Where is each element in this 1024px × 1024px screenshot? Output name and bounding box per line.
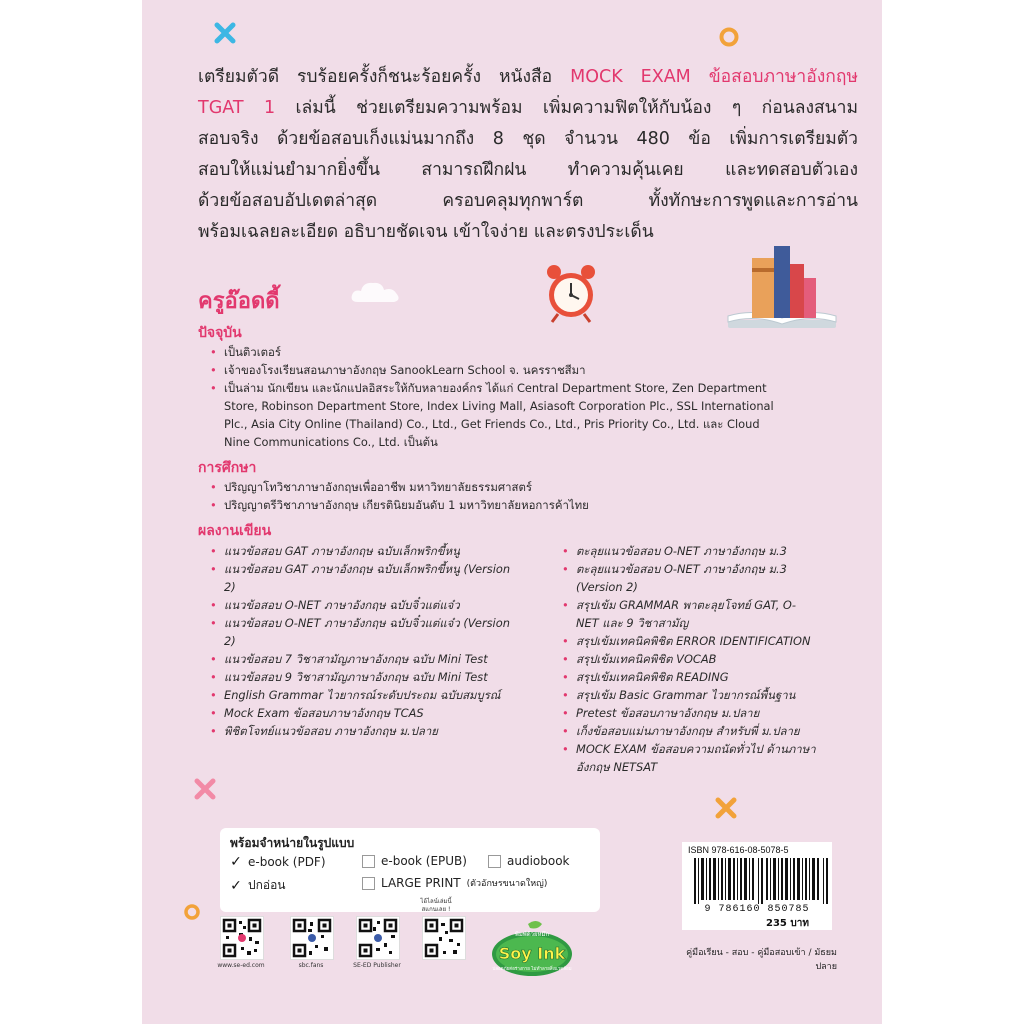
soy-ink-bottom: ปลอดภัยต่อร่างกาย ไม่ทำลายสิ่งแวดล้อม	[492, 967, 572, 972]
books-stack-icon	[724, 238, 840, 332]
list-item: • ตะลุยแนวข้อสอบ O-NET ภาษาอังกฤษ ม.3	[562, 542, 842, 560]
soy-ink-main: Soy Ink	[498, 944, 566, 963]
intro-line: ด้วยข้อสอบอัปเดตล่าสุด ครอบคลุมทุกพาร์ต ทั้งทักษะการพูดและการอ่าน	[198, 191, 858, 211]
qr-label: sbc.fans	[298, 962, 324, 969]
intro-line: เล่มนี้ ช่วยเตรียมความพร้อม เพิ่มความฟิตให้กับน้อง ๆ ก่อนลงสนาม	[275, 98, 859, 118]
works-list-left	[210, 542, 540, 740]
list-item: • Pretest ข้อสอบภาษาอังกฤษ ม.ปลาย	[562, 704, 842, 722]
format-paperback	[230, 876, 286, 895]
qr-pattern-icon	[423, 917, 465, 959]
list-item: • แนวข้อสอบ O-NET ภาษาอังกฤษ ฉบับจิ๋วแต่แจ๋ว (Version 2)	[210, 614, 524, 650]
qr-code-facebook[interactable]	[290, 916, 334, 960]
works-list-right	[562, 542, 842, 776]
orange-cross-icon	[714, 796, 738, 820]
current-list	[210, 343, 850, 451]
orange-ring-icon	[718, 26, 740, 48]
format-label: LARGE PRINT	[381, 876, 461, 890]
format-ebook-epub	[362, 854, 467, 868]
format-label: e-book (PDF)	[248, 855, 326, 869]
blue-cross-icon	[214, 22, 236, 44]
barcode-number: 9 786160 850785	[704, 904, 810, 915]
qr-code-publisher[interactable]	[356, 916, 400, 960]
format-note: (ตัวอักษรขนาดใหญ่)	[466, 879, 548, 889]
orange-dot-ring-icon	[182, 902, 202, 922]
checkbox-empty-icon	[362, 855, 375, 868]
list-item: • แนวข้อสอบ O-NET ภาษาอังกฤษ ฉบับจิ๋วแต่แจ๋ว	[210, 596, 540, 614]
list-item: • แนวข้อสอบ 9 วิชาสามัญภาษาอังกฤษ ฉบับ Mini Test	[210, 668, 540, 686]
education-heading: การศึกษา	[198, 460, 257, 476]
list-item: • ปริญญาโทวิชาภาษาอังกฤษเพื่ออาชีพ มหาวิทยาลัยธรรมศาสตร์	[210, 478, 850, 496]
format-label: audiobook	[507, 854, 570, 868]
qr-label: SE-ED Publisher	[353, 962, 401, 969]
author-name: ครูอ๊อดดี้	[198, 289, 280, 314]
alarm-clock-icon	[542, 262, 600, 324]
book-title-highlight: MOCK EXAM ข้อสอบภาษาอังกฤษ	[570, 67, 858, 87]
soy-ink-top: พิมพ์ด้วยหมึก	[514, 931, 550, 938]
isbn-text: ISBN 978-616-08-5078-5	[688, 845, 789, 855]
pink-cross-icon	[194, 778, 216, 800]
format-ebook-pdf	[230, 854, 326, 870]
format-large-print	[362, 876, 547, 890]
intro-paragraph	[198, 62, 858, 248]
intro-line: พร้อมเฉลยละเอียด อธิบายชัดเจน เข้าใจง่าย และตรงประเด็น	[198, 222, 654, 242]
list-item: • MOCK EXAM ข้อสอบความถนัดทั่วไป ด้านภาษาอังกฤษ NETSAT	[562, 740, 816, 776]
back-cover	[142, 0, 882, 1024]
format-audiobook	[488, 854, 570, 868]
soy-ink-logo	[488, 918, 576, 982]
book-title-highlight: TGAT 1	[198, 98, 276, 118]
check-icon: ✓	[230, 854, 242, 870]
format-label: e-book (EPUB)	[381, 854, 467, 868]
qr-label-top: ไอ้ไลน์เล่มนี้ สแกนเลย !	[420, 898, 452, 913]
list-item: • สรุปเข้มเทคนิคพิชิต VOCAB	[562, 650, 842, 668]
intro-line: สอบจริง ด้วยข้อสอบเก็งแม่นมากถึง 8 ชุด จำนวน 480 ข้อ เพิ่มการเตรียมตัว	[198, 129, 858, 149]
checkbox-empty-icon	[488, 855, 501, 868]
list-item: • English Grammar ไวยากรณ์ระดับประถม ฉบับสมบูรณ์	[210, 686, 540, 704]
formats-title: พร้อมจำหน่ายในรูปแบบ	[230, 836, 355, 850]
qr-pattern-icon	[357, 917, 399, 959]
list-item: • แนวข้อสอบ GAT ภาษาอังกฤษ ฉบับเล็กพริกขี้หนู	[210, 542, 540, 560]
qr-code-website[interactable]	[220, 916, 264, 960]
current-heading: ปัจจุบัน	[198, 325, 242, 341]
price: 235 บาท	[766, 918, 809, 929]
list-item: • สรุปเข้มเทคนิคพิชิต READING	[562, 668, 842, 686]
list-item: • แนวข้อสอบ 7 วิชาสามัญภาษาอังกฤษ ฉบับ Mini Test	[210, 650, 540, 668]
qr-pattern-icon	[221, 917, 263, 959]
intro-line: เตรียมตัวดี รบร้อยครั้งก็ชนะร้อยครั้ง หนังสือ	[198, 67, 571, 87]
cloud-icon	[348, 276, 404, 306]
format-label: ปกอ่อน	[248, 878, 286, 892]
list-item: • เป็นล่าม นักเขียน และนักแปลอิสระให้กับหลายองค์กร ได้แก่ Central Department Store, Zen Department Store, Robinson Department Store, Index Living Mall, Asiasoft Corporation Plc., SSL International Plc., Asia City Online (Thailand) Co., Ltd., Get Friends Co., Ltd., Pris Priority Co., Ltd. และ Cloud Nine Communications Co., Ltd. เป็นต้น	[210, 379, 784, 451]
list-item: • แนวข้อสอบ GAT ภาษาอังกฤษ ฉบับเล็กพริกขี้หนู (Version 2)	[210, 560, 524, 596]
list-item: • เป็นติวเตอร์	[210, 343, 850, 361]
qr-label: www.se-ed.com	[217, 962, 265, 969]
list-item: • Mock Exam ข้อสอบภาษาอังกฤษ TCAS	[210, 704, 540, 722]
list-item: • เจ้าของโรงเรียนสอนภาษาอังกฤษ SanookLearn School จ. นครราชสีมา	[210, 361, 850, 379]
qr-pattern-icon	[291, 917, 333, 959]
education-list	[210, 478, 850, 514]
list-item: • ปริญญาตรีวิชาภาษาอังกฤษ เกียรตินิยมอันดับ 1 มหาวิทยาลัยหอการค้าไทย	[210, 496, 850, 514]
book-category: คู่มือเรียน - สอบ - คู่มือสอบเข้า / มัธยมปลาย	[686, 948, 837, 972]
list-item: • สรุปเข้ม GRAMMAR พาตะลุยโจทย์ GAT, O-NET และ 9 วิชาสามัญ	[562, 596, 816, 632]
list-item: • พิชิตโจทย์แนวข้อสอบ ภาษาอังกฤษ ม.ปลาย	[210, 722, 540, 740]
list-item: • ตะลุยแนวข้อสอบ O-NET ภาษาอังกฤษ ม.3 (Version 2)	[562, 560, 816, 596]
qr-code-line[interactable]	[422, 916, 466, 960]
intro-line: สอบให้แม่นยำมากยิ่งขึ้น สามารถฝึกฝน ทำความคุ้นเคย และทดสอบตัวเอง	[198, 160, 858, 180]
list-item: • สรุปเข้ม Basic Grammar ไวยากรณ์พื้นฐาน	[562, 686, 842, 704]
works-heading: ผลงานเขียน	[198, 523, 272, 539]
check-icon: ✓	[230, 877, 242, 894]
barcode-icon	[694, 858, 830, 906]
formats-box	[220, 828, 600, 912]
list-item: • สรุปเข้มเทคนิคพิชิต ERROR IDENTIFICATION	[562, 632, 842, 650]
checkbox-empty-icon	[362, 877, 375, 890]
list-item: • เก็งข้อสอบแม่นภาษาอังกฤษ สำหรับพี่ ม.ปลาย	[562, 722, 842, 740]
